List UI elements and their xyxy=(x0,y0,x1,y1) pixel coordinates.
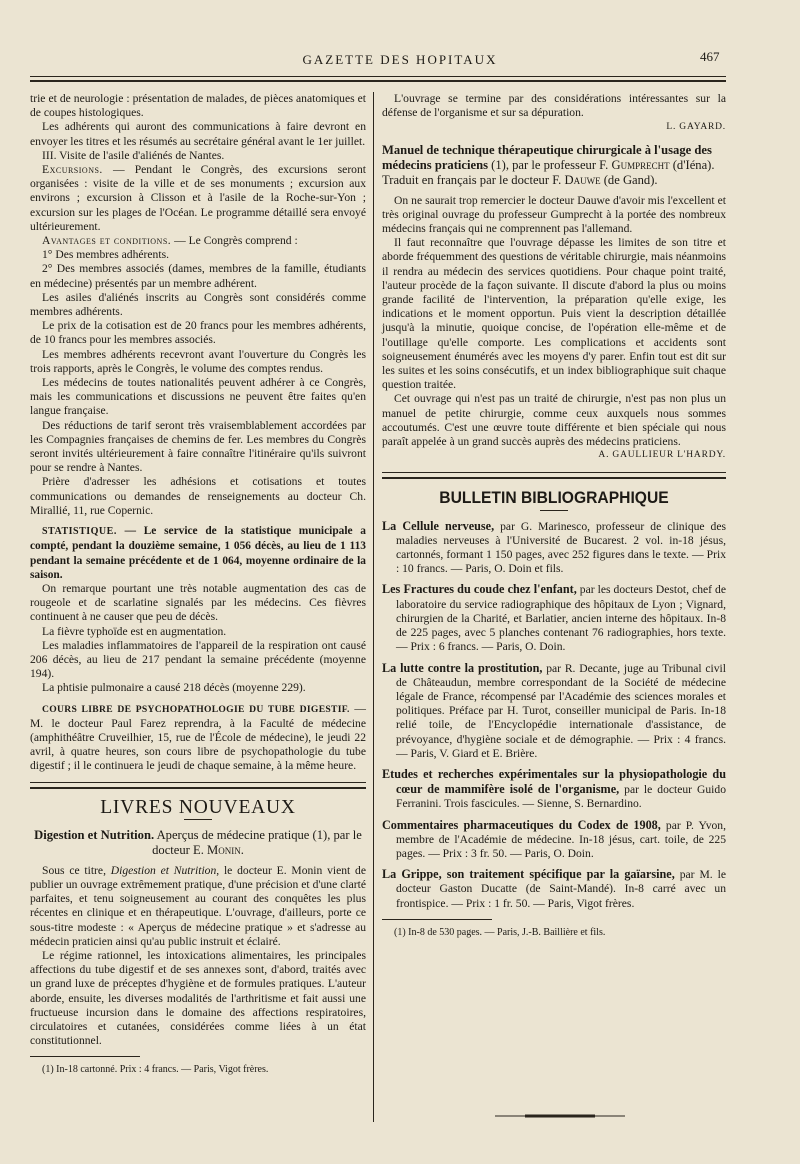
article-subtitle: Aperçus de médecine pratique (1), par le docteur xyxy=(152,827,362,857)
paragraph: L'ouvrage se termine par des considérations intéressantes sur la défense de l'organisme et sur sa dépuration. xyxy=(382,92,726,120)
paragraph-text: — Le Congrès comprend : xyxy=(171,234,298,248)
article-author: Gumprecht xyxy=(611,157,670,172)
header-rule-thin xyxy=(30,76,726,77)
article-subtitle: (1), par le professeur F. xyxy=(487,157,612,172)
paragraph xyxy=(30,864,366,949)
paragraph-text: — Pendant le Congrès, des excursions seront organisées : visite de la ville et de ses monuments ; excursion aux environs ; excursion à Clisson et à l'asile de la Roche-sur-Yon ; excursion sur les plages de l'Océan. Le programme détaillé sera envoyé ultérieurement. xyxy=(30,163,366,233)
footnote-rule xyxy=(30,1056,140,1057)
signature: A. GAULLIEUR L'HARDY. xyxy=(598,450,726,461)
run-in-heading: Excursions. xyxy=(42,163,103,177)
paragraph: III. Visite de l'asile d'aliénés de Nantes. xyxy=(42,148,225,162)
bibliography-entry xyxy=(382,519,726,577)
book-title: Digestion et Nutrition xyxy=(110,863,217,877)
paragraph: Prière d'adresser les adhésions et cotisations et toutes communications ou demandes de renseignements au docteur Ch. Mirallié, 11, rue Copernic. xyxy=(30,475,366,517)
run-in-heading: Avantages et conditions. xyxy=(42,234,172,248)
footnote: (1) In-18 cartonné. Prix : 4 francs. — Paris, Vigot frères. xyxy=(42,1064,269,1076)
entry-details: par G. Marinesco, professeur de clinique des maladies nerveuses à l'Université de Bucarest. 2 vol. in-18 jésus, cartonnés, formant 1 150 pages, avec 252 figures dans le texte. — Prix : 10 francs. — Paris, O. Doin et fils. xyxy=(396,519,726,576)
section-title: LIVRES NOUVEAUX xyxy=(100,796,296,818)
paragraph: 1° Des membres adhérents. xyxy=(42,248,169,262)
paragraph: 2° Des membres associés (dames, membres de la famille, étudiants en médecine) présentés par un membre adhérent. xyxy=(30,262,366,290)
paragraph: On remarque pourtant une très notable augmentation des cas de rougeole et de scarlatine signalés par les médecins. Ces fièvres continuent à ne causer que peu de décès. xyxy=(30,581,366,624)
left-column xyxy=(30,92,366,1078)
right-column xyxy=(382,92,726,940)
paragraph: Les membres adhérents recevront avant l'ouverture du Congrès les trois rapports, après le Congrès, le volume des comptes rendus. xyxy=(30,347,366,375)
running-title: GAZETTE DES HOPITAUX xyxy=(302,52,498,67)
title-rule xyxy=(184,819,212,820)
run-in-heading: COURS LIBRE DE PSYCHOPATHOLOGIE DU TUBE DIGESTIF. xyxy=(42,703,350,715)
paragraph xyxy=(30,163,366,234)
title-rule xyxy=(540,510,568,511)
section-rule xyxy=(30,782,366,789)
entry-details: par P. Yvon, membre de l'Académie de médecine. In-18 jésus, cart. toile, de 225 pages. — Prix : 3 fr. 50. — Paris, O. Doin. xyxy=(396,818,726,860)
footnote-rule xyxy=(382,919,492,920)
page-number: 467 xyxy=(700,49,720,64)
paragraph: La fièvre typhoïde est en augmentation. xyxy=(42,624,227,638)
paragraph: Les médecins de toutes nationalités peuvent adhérer à ce Congrès, mais les communications et discussions ne peuvent être faites qu'en langue française. xyxy=(30,376,366,418)
paragraph: Les adhérents qui auront des communications à faire devront en envoyer les titres et les résumés au secrétaire général avant le 1er juillet. xyxy=(30,120,366,148)
run-in-heading: STATISTIQUE. xyxy=(42,526,117,538)
article-title-text: Digestion et Nutrition. xyxy=(34,827,155,842)
paragraph: Les asiles d'aliénés inscrits au Congrès sont considérés comme membres adhérents. xyxy=(30,290,366,319)
entry-title: La Grippe, son traitement spécifique par la gaïarsine, xyxy=(382,867,675,882)
bibliography-entry xyxy=(382,767,726,812)
paragraph: Le prix de la cotisation est de 20 francs pour les membres adhérents, de 10 francs pour les membres associés. xyxy=(30,319,366,347)
section-rule xyxy=(382,472,726,479)
entry-title: Les Fractures du coude chez l'enfant, xyxy=(382,582,577,597)
article-author: E. Monin. xyxy=(193,842,244,857)
entry-details: par les docteurs Destot, chef de laboratoire du service radiographique des hôpitaux de Lyon ; Vignard, chirurgien de la Charité, et Barlatier, ancien interne des hôpitaux. In-8 de 225 pages, avec 5 planches contenant 76 radiographies, hors texte. — Prix : 6 francs. — Paris, O. Doin. xyxy=(396,583,726,654)
entry-title: La Cellule nerveuse, xyxy=(382,518,495,533)
statistics-paragraph xyxy=(30,524,366,582)
entry-title: La lutte contre la prostitution, xyxy=(382,660,543,675)
entry-title: Commentaires pharmaceutiques du Codex de 1908, xyxy=(382,817,661,832)
paragraph xyxy=(30,702,366,774)
paragraph-text: — Le service de la statistique municipale a compté, pendant la douzième semaine, 1 056 décès, au lieu de 1 113 pendant la semaine précédente et de 1 064, moyenne ordinaire de la saison. xyxy=(30,525,366,581)
entry-details: par le docteur Guido Ferranini. Trois fascicules. — Sienne, S. Bernardino. xyxy=(396,783,726,811)
paragraph-text: Sous ce titre, xyxy=(42,863,111,877)
section-title: BULLETIN BIBLIOGRAPHIQUE xyxy=(439,488,669,508)
paragraph: trie et de neurologie : présentation de malades, de pièces anatomiques et de coupes histologiques. xyxy=(30,92,366,120)
paragraph: On ne saurait trop remercier le docteur Dauwe d'avoir mis l'excellent et très original ouvrage du professeur Gumprecht à la portée des nombreux médecins français qui ne comprennent pas l'allemand. xyxy=(382,193,726,236)
paragraph xyxy=(30,234,366,248)
article-subtitle: (d'Iéna). Traduit en français par le docteur F. xyxy=(382,157,715,187)
bibliography-entry xyxy=(382,818,726,862)
article-title-text: Manuel de technique thérapeutique chirurgicale à l'usage des médecins praticiens xyxy=(382,142,712,172)
footnote: (1) In-8 de 530 pages. — Paris, J.-B. Baillière et fils. xyxy=(394,926,606,938)
bibliography-list xyxy=(382,519,726,911)
paragraph: Cet ouvrage qui n'est pas un traité de chirurgie, n'est pas non plus un manuel de petite chirurgie, comme ceux auxquels nous sommes accoutumés. C'est une œuvre toute différente et bien spéciale qui nous paraît appelée à un grand succès auprès des médecins praticiens. xyxy=(382,392,726,449)
paragraph: Les maladies inflammatoires de l'appareil de la respiration ont causé 206 décès, au lieu de 217 pendant la semaine précédente (moyenne 194). xyxy=(30,638,366,681)
bibliography-entry xyxy=(382,661,726,761)
entry-details: par R. Decante, juge au Tribunal civil de Châteaudun, membre correspondant de la Société de médecine légale de France, récompensé par l'Académie des sciences morales et politiques. Préface par H. Turot, conseiller municipal de Paris. In-18 relié toile, de l'Encyclopédie internationale d'assistance, de prévoyance, d'hygiène sociale et de démographie. — Prix : 4 francs. — Paris, V. Giard et E. Brière. xyxy=(396,661,726,760)
tailpiece-ornament xyxy=(495,1113,625,1119)
paragraph: Le régime rationnel, les intoxications alimentaires, les principales affections du tube digestif et de ses annexes sont, d'abord, traités avec un grand luxe de préceptes d'hygiène et de formules pratiques. L'auteur aborde, ensuite, les diverses modalités de l'arthritisme et fait aussi une fructueuse incursion dans le domaine des affections respiratoires, circulatoires et cutanées, considérées comme liées à un état constitutionnel. xyxy=(30,948,366,1048)
article-translator: Dauwe xyxy=(564,172,601,187)
paragraph: Des réductions de tarif seront très vraisemblablement accordées par les Compagnies françaises de chemins de fer. Les membres du Congrès seront invités ultérieurement à faire connaître l'itinéraire qu'ils suivront pour se rendre à Nantes. xyxy=(30,418,366,475)
signature: L. GAYARD. xyxy=(666,122,726,133)
article-title xyxy=(30,828,366,858)
entry-details: par M. le docteur Gaston Ducatte (de Saint-Mandé). In-8 carré avec un frontispice. — Prix : 1 fr. 50. — Paris, Vigot frères. xyxy=(396,868,726,910)
entry-title: Etudes et recherches expérimentales sur la physiopathologie du cœur de mammifère isolé de l'organisme, xyxy=(382,766,726,797)
paragraph: Il faut reconnaître que l'ouvrage dépasse les limites de son titre et aborde fréquemment des questions de véritable chirurgie, mais néanmoins il rendra au médecin des services quotidiens. Pour chaque point traité, l'auteur procède de la façon suivante. Il discute d'abord la plus ou moins grande facilité de l'intervention, la préparation qu'elle exige, les indications et le moment opportun. Puis vient la description détaillée jusqu'à la minutie, quoique concise, de l'opération elle-même et de l'outillage qu'elle comporte. Les complications et accidents sont soigneusement énumérés avec les moyens d'y parer. Enfin tout est dit sur les suites et les soins consécutifs, et un index bibliographique suit chaque question traitée. xyxy=(382,236,726,392)
header-rule-thick xyxy=(30,80,726,82)
column-divider xyxy=(373,92,374,1122)
bibliography-entry xyxy=(382,867,726,911)
paragraph: La phtisie pulmonaire a causé 218 décès (moyenne 229). xyxy=(42,681,306,695)
article-subtitle: (de Gand). xyxy=(600,172,658,187)
paragraph-text: , le docteur E. Monin vient de publier un ouvrage extrêmement pratique, d'une précision et d'une clarté parfaites, et tenu soigneusement au courant des conquêtes les plus récentes en clinique et en thérapeutique. L'ouvrage, d'ailleurs, porte ce sous-titre modeste : « Aperçus de médecine pratique » et s'adresse au médecin praticien ainsi qu'au public instruit et éclairé. xyxy=(30,863,366,948)
article-title xyxy=(382,143,726,188)
paragraph-text: — M. le docteur Paul Farez reprendra, à la Faculté de médecine (amphithéâtre Cruveilhier, 15, rue de l'École de médecine), le jeudi 22 avril, à quatre heures, son cours libre de psychopathologie du tube digestif ; il le continuera le jeudi de chaque semaine, à la même heure. xyxy=(30,701,367,773)
bibliography-entry xyxy=(382,582,726,654)
